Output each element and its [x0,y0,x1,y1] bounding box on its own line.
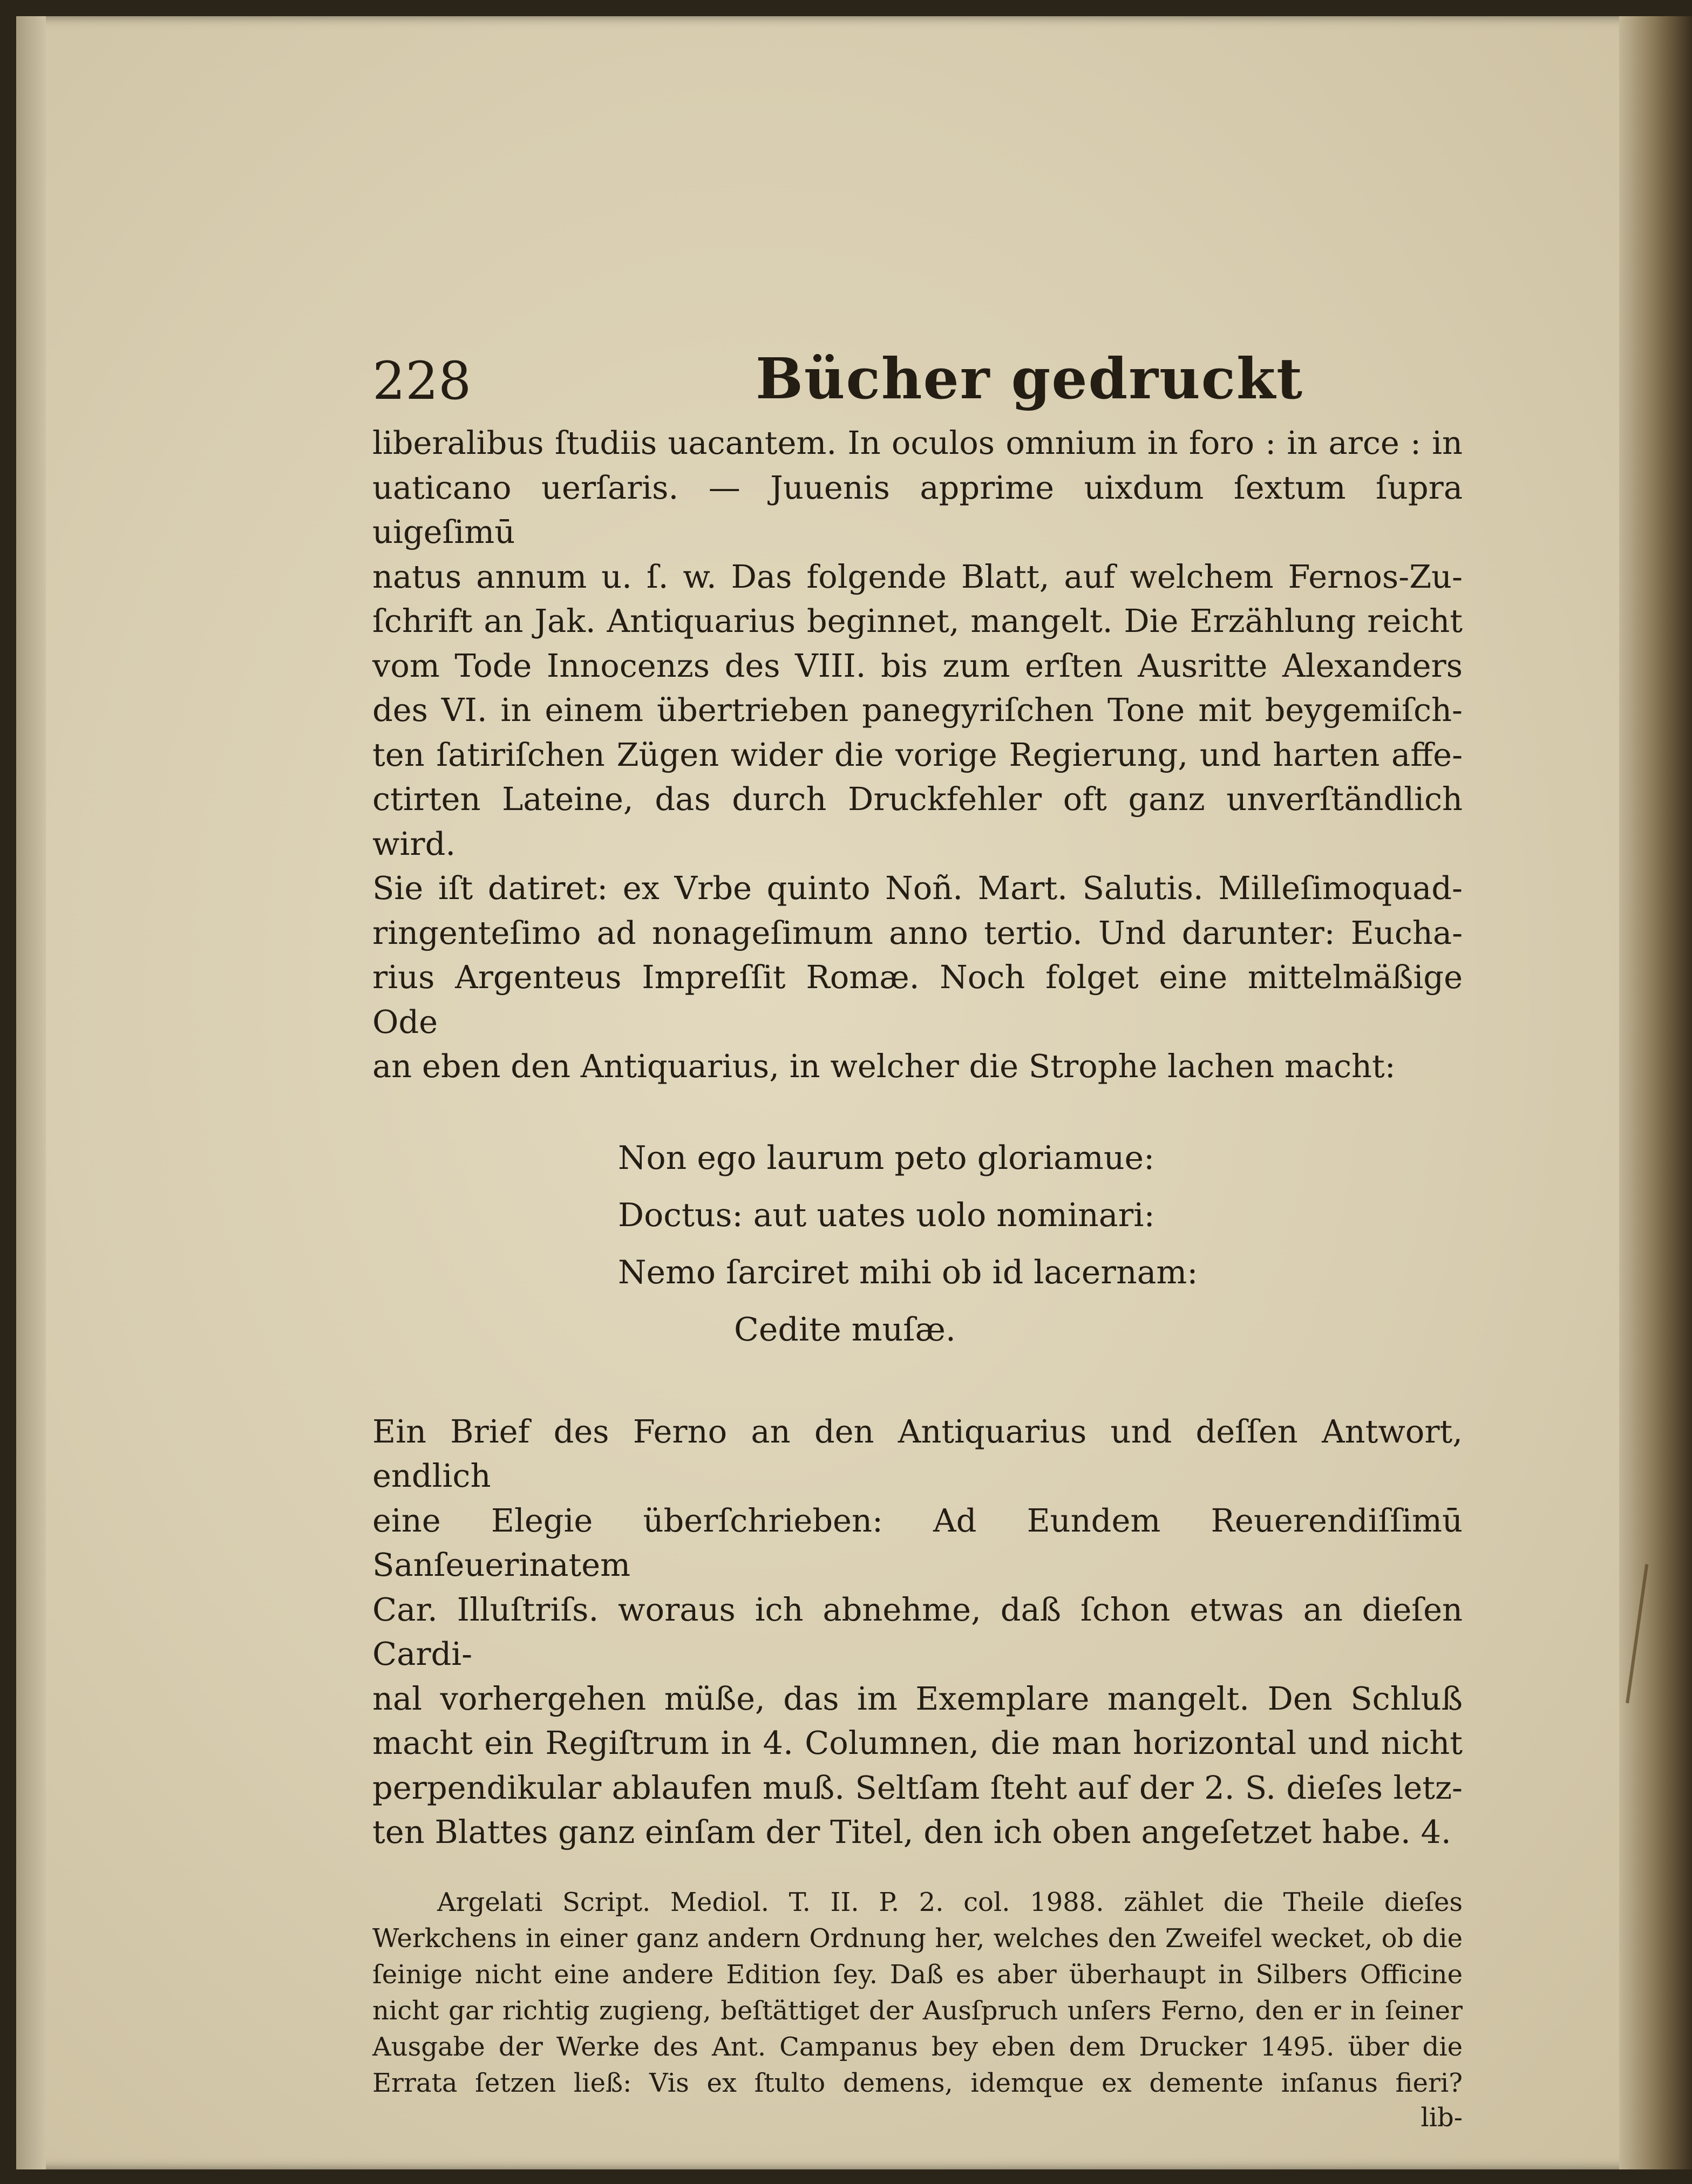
ode-stanza [372,1130,1463,1358]
footnote-line: Werkchens in einer ganz andern Ordnung her, welches den Zweifel wecket, ob die [372,1923,1463,1954]
main-paragraph [372,421,1463,1089]
footnote [372,1884,1463,2134]
page-left-edge [16,16,46,2169]
running-head: Bücher gedruckt [756,345,1304,412]
footnote-line: Errata ſetzen ließ: Vis ex ſtulto demens, idemque ex demente inſanus fieri? [372,2067,1463,2098]
text-line: rius Argenteus Impreſſit Romæ. Noch folget eine mittelmäßige Ode [372,958,1463,1040]
text-line: perpendikular ablaufen muß. Seltſam ſteht auf der 2. S. dieſes letz- [372,1768,1463,1806]
text-line: ſchrift an Jak. Antiquarius beginnet, mangelt. Die Erzählung reicht [372,602,1463,639]
footnote-line: Argelati Script. Mediol. T. II. P. 2. col. 1988. zählet die Theile dieſes [437,1887,1463,1917]
text-line: des VI. in einem übertrieben panegyriſchen Tone mit beygemiſch- [372,691,1463,729]
second-paragraph [372,1410,1463,1855]
text-block [372,335,1463,2134]
text-line: ringenteſimo ad nonageſimum anno tertio. Und darunter: Eucha- [372,914,1463,951]
page-number: 228 [372,351,472,411]
book-gutter-fold [1619,16,1692,2169]
text-line: macht ein Regiſtrum in 4. Columnen, die man horizontal und nicht [372,1724,1463,1761]
poem-line: Doctus: aut uates uolo nominari: [618,1196,1155,1234]
text-line: uaticano uerſaris. — Juuenis apprime uixdum ſextum ſupra uigeſimū [372,468,1463,550]
text-line: ctirten Lateine, das durch Druckfehler oft ganz unverſtändlich wird. [372,780,1463,862]
text-line: Ein Brief des Ferno an den Antiquarius und deſſen Antwort, endlich [372,1412,1463,1494]
poem-line: Nemo ſarciret mihi ob id lacernam: [618,1253,1198,1291]
text-line: ten ſatiriſchen Zügen wider die vorige Regierung, und harten affe- [372,736,1463,773]
text-line: liberalibus ſtudiis uacantem. In oculos omnium in foro : in arce : in [372,424,1463,461]
text-line: an eben den Antiquarius, in welcher die Strophe lachen macht: [372,1047,1396,1085]
catchword: lib- [1421,2102,1463,2133]
text-line: eine Elegie überſchrieben: Ad Eundem Reuerendiſſimū Sanſeuerinatem [372,1501,1463,1583]
text-line: ten Blattes ganz einſam der Titel, den ich oben angeſetzet habe. 4. [372,1813,1451,1850]
footnote-line: Ausgabe der Werke des Ant. Campanus bey eben dem Drucker 1495. über die [372,2031,1463,2062]
text-line: nal vorhergehen müße, das im Exemplare mangelt. Den Schluß [372,1679,1463,1717]
footnote-line: nicht gar richtig zugieng, beſtättiget der Ausſpruch unſers Ferno, den er in ſeiner [372,1995,1463,2026]
poem-line: Non ego laurum peto gloriamue: [618,1139,1155,1177]
text-line: Car. Illuſtriſs. woraus ich abnehme, daß ſchon etwas an dieſen Cardi- [372,1590,1463,1672]
footnote-line: ſeinige nicht eine andere Edition ſey. Daß es aber überhaupt in Silbers Officine [372,1959,1463,1990]
page-header [372,335,1463,421]
text-line: Sie iſt datiret: ex Vrbe quinto Noñ. Mart. Salutis. Milleſimoquad- [372,869,1463,907]
text-line: vom Tode Innocenzs des VIII. bis zum erſten Ausritte Alexanders [372,647,1463,684]
text-line: natus annum u. ſ. w. Das folgende Blatt, auf welchem Fernos-Zu- [372,557,1463,595]
poem-line: Cedite muſæ. [734,1310,956,1349]
